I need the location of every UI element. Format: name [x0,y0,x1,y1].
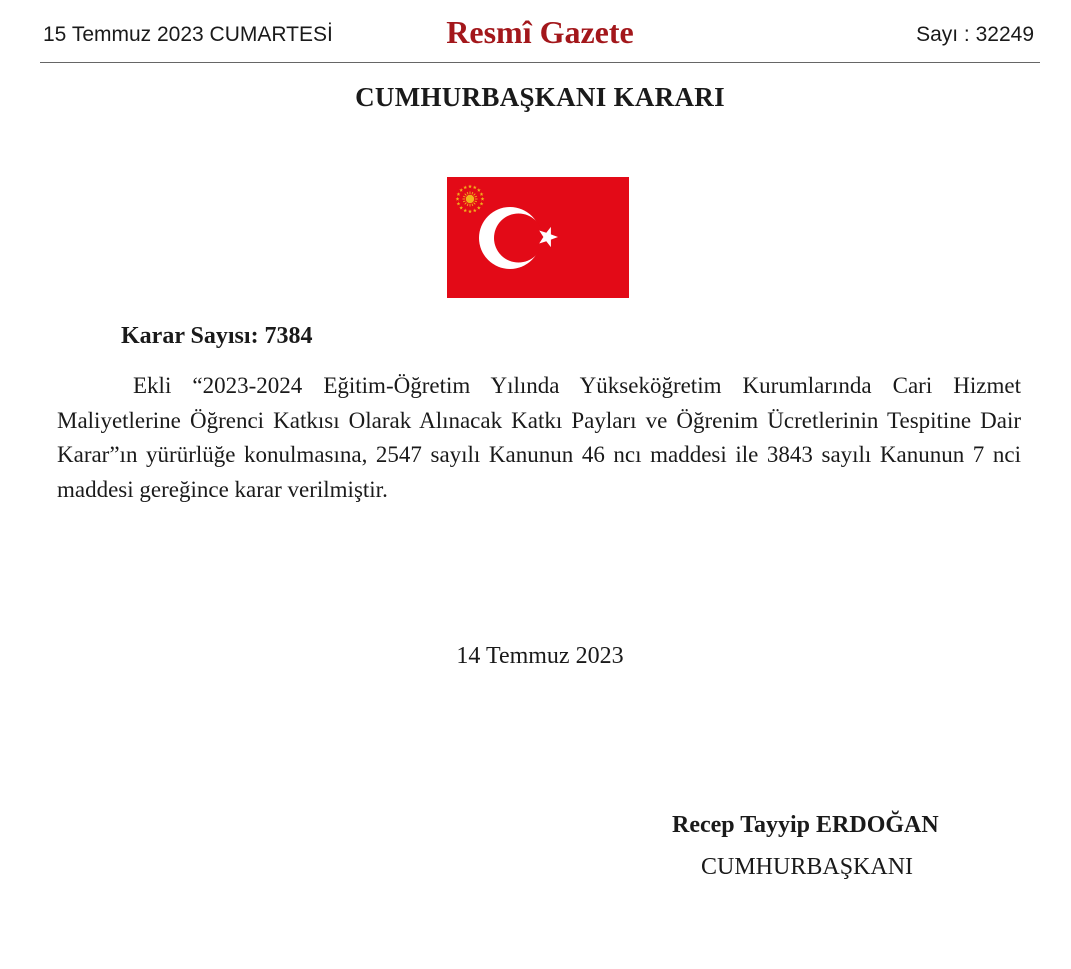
issue-number: Sayı : 32249 [916,23,1034,46]
issue-date: 15 Temmuz 2023 CUMARTESİ [43,23,333,46]
signatory-name: Recep Tayyip ERDOĞAN [672,812,939,838]
signature-date: 14 Temmuz 2023 [456,643,624,669]
document-title: CUMHURBAŞKANI KARARI [355,82,725,112]
gazette-header [40,0,1040,63]
gazette-title: Resmî Gazete [446,14,634,50]
signatory-title: CUMHURBAŞKANI [701,854,914,880]
decision-body-text: Ekli “2023-2024 Eğitim-Öğretim Yılında Yükseköğretim Kurumlarında Cari Hizmet Maliyetlerine Öğrenci Katkısı Olarak Alınacak Katkı Payları ve Öğrenim Ücretlerinin Tespitine Dair Karar”ın yürürlüğe konulmasına, 2547 sayılı Kanunun 46 ncı maddesi ile 3843 sayılı Kanunun 7 nci maddesi gereğince karar verilmiştir. [57,373,1021,502]
turkish-presidential-flag-icon [447,177,629,298]
decision-number: Karar Sayısı: 7384 [121,323,313,349]
seal-sun [466,195,474,203]
